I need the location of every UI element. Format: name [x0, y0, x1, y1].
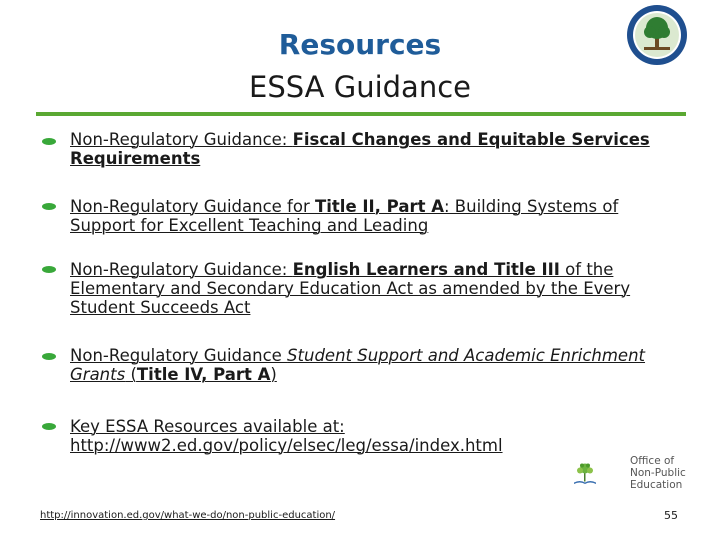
title-divider [36, 112, 686, 116]
office-logo-text [630, 455, 686, 491]
text-span: ( [125, 365, 137, 384]
text-span: Fiscal Changes and Equitable Services Requirements [70, 130, 650, 168]
logo-line: Office of [630, 455, 675, 467]
logo-line: Non-Public [630, 467, 686, 479]
tree-book-icon [570, 448, 630, 498]
text-span: Title IV, Part A [136, 365, 271, 384]
resource-link-english-learners[interactable] [70, 260, 670, 317]
resource-link-fiscal-changes[interactable] [70, 130, 670, 168]
department-of-education-seal-icon [626, 4, 688, 66]
text-span: : Building Systems of Support for Excellent Teaching and Leading [70, 197, 619, 235]
text-span: Non-Regulatory Guidance [70, 346, 288, 365]
page-subtitle: ESSA Guidance [249, 70, 471, 104]
text-span: Non-Regulatory Guidance for [70, 197, 315, 216]
text-span: Title II, Part A [314, 197, 444, 216]
list-bullet [42, 423, 56, 430]
logo-line: Education [630, 479, 683, 491]
list-bullet [42, 353, 56, 360]
list-bullet [42, 138, 56, 145]
list-bullet [42, 203, 56, 210]
resource-link-title-ii[interactable] [70, 197, 670, 235]
page-number: 55 [664, 509, 678, 522]
text-span: Key ESSA Resources available at: http://www2.ed.gov/policy/elsec/leg/essa/index.html [70, 417, 503, 455]
text-span: Non-Regulatory Guidance: [70, 260, 293, 279]
text-span: ) [270, 365, 277, 384]
text-span: Non-Regulatory Guidance: [70, 130, 293, 149]
text-span: of the Elementary and Secondary Education Act as amended by the Every Student Succeeds Act [70, 260, 631, 317]
resource-link-title-iv[interactable] [70, 346, 670, 384]
resource-link-key-essa[interactable] [70, 417, 540, 455]
text-span: Student Support and Academic Enrichment Grants [70, 346, 646, 384]
footer-link[interactable]: http://innovation.ed.gov/what-we-do/non-public-education/ [40, 510, 336, 521]
page-title: Resources [278, 28, 442, 61]
list-bullet [42, 266, 56, 273]
text-span: English Learners and Title III [292, 260, 560, 279]
